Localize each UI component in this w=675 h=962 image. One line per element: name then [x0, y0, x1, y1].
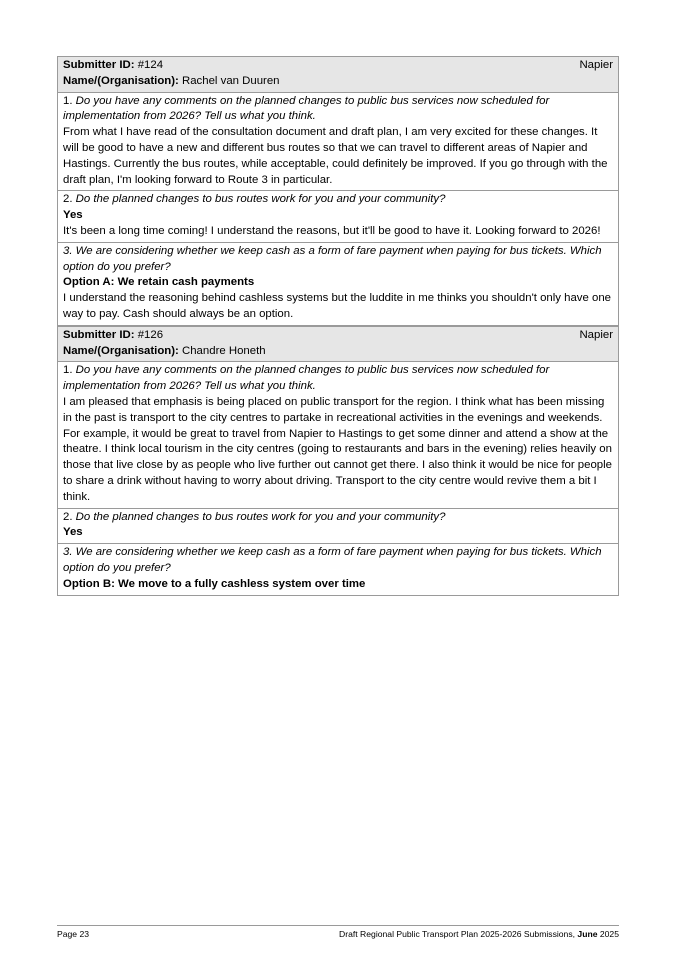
submitter-name-line — [63, 344, 613, 360]
question-3-text: 3. We are considering whether we keep cash as a form of fare payment when paying for bus tickets. Which option do you prefer? — [63, 244, 602, 273]
answer-1: I am pleased that emphasis is being placed on public transport for the region. I think what has been missing in the past is transport to the city centres to partake in recreational activities in the evenings and weekends. For example, it would be great to travel from Napier to Hastings to get some dinner and attend a show at the theatre. I think local tourism in the city centres (going to restaurants and bars in the evening) relies heavily on those that live close by as people who live further out cannot get there. I also think it would be nice for people to share a drink without having to worry about driving. Transport to the city centre would revive them a bit I think. — [63, 395, 612, 503]
submitter-header — [58, 327, 618, 363]
submitter-name-label: Name/(Organisation): — [63, 344, 179, 357]
submitter-id-label: Submitter ID: — [63, 59, 135, 71]
question-3-text: 3. We are considering whether we keep cash as a form of fare payment when paying for bus tickets. Which option do you prefer? — [63, 546, 602, 574]
submitter-location: Napier — [579, 59, 613, 71]
question-1-row — [58, 362, 618, 508]
submitter-id — [63, 328, 163, 344]
answer-3-choice: Option A: We retain cash payments — [63, 276, 255, 289]
answer-2-choice: Yes — [63, 526, 83, 539]
submitter-id-label: Submitter ID: — [63, 328, 135, 341]
submission-table — [57, 326, 619, 596]
document-body — [57, 56, 619, 596]
submitter-name-label: Name/(Organisation): — [63, 74, 179, 87]
answer-3-choice: Option B: We move to a fully cashless system over time — [63, 577, 366, 590]
question-1-row — [58, 93, 618, 192]
question-2 — [63, 192, 613, 208]
answer-2-comment: It's been a long time coming! I understand the reasons, but it'll be good to have it. Looking forward to 2026! — [63, 224, 601, 237]
answer-2-choice: Yes — [63, 209, 83, 222]
footer-year: 2025 — [599, 929, 619, 939]
question-2-text: Do the planned changes to bus routes work for you and your community? — [75, 193, 446, 206]
submission-table — [57, 56, 619, 326]
submitter-id — [63, 58, 163, 74]
question-2-number: 2. — [63, 193, 73, 206]
submitter-name: Rachel van Duuren — [182, 74, 280, 87]
page-footer — [57, 925, 619, 940]
answer-1: From what I have read of the consultation document and draft plan, I am very excited for these changes. It will be good to have a new and different bus routes so that we can travel to different areas of Napier and Hastings. Currently the bus routes, while acceptable, could definitely be improved. If you go through with the draft plan, I'm looking forward to Route 3 in particular. — [63, 126, 608, 186]
submitter-id-value: #124 — [137, 59, 164, 71]
question-1-number: 1. — [63, 364, 73, 377]
submitter-name-line — [63, 74, 613, 90]
question-2 — [63, 510, 613, 526]
question-1 — [63, 94, 613, 126]
question-2-text: Do the planned changes to bus routes work for you and your community? — [75, 510, 446, 523]
question-2-row — [58, 191, 618, 242]
question-3-row — [58, 544, 618, 595]
submitter-id-line — [63, 328, 613, 344]
page-number: Page 23 — [57, 929, 90, 939]
submitter-name: Chandre Honeth — [182, 344, 266, 357]
question-1-text: Do you have any comments on the planned changes to public bus services now scheduled for implementation from 2026? Tell us what you think. — [63, 94, 550, 123]
answer-3-comment: I understand the reasoning behind cashless systems but the luddite in me thinks you shouldn't only have one way to pay. Cash should always be an option. — [63, 292, 612, 320]
question-1-text: Do you have any comments on the planned changes to public bus services now scheduled for implementation from 2026? Tell us what you think. — [63, 364, 550, 393]
submitter-header — [58, 57, 618, 93]
question-1-number: 1. — [63, 94, 73, 107]
question-1 — [63, 363, 613, 395]
submitter-location: Napier — [579, 328, 613, 341]
question-2-row — [58, 509, 618, 545]
footer-doc-title: Draft Regional Public Transport Plan 2025-2026 Submissions, — [339, 929, 576, 939]
question-2-number: 2. — [63, 510, 73, 523]
question-3-row — [58, 243, 618, 326]
footer-month: June — [577, 929, 598, 939]
footer-title — [339, 929, 619, 940]
submitter-id-line — [63, 58, 613, 74]
submitter-id-value: #126 — [137, 328, 164, 341]
